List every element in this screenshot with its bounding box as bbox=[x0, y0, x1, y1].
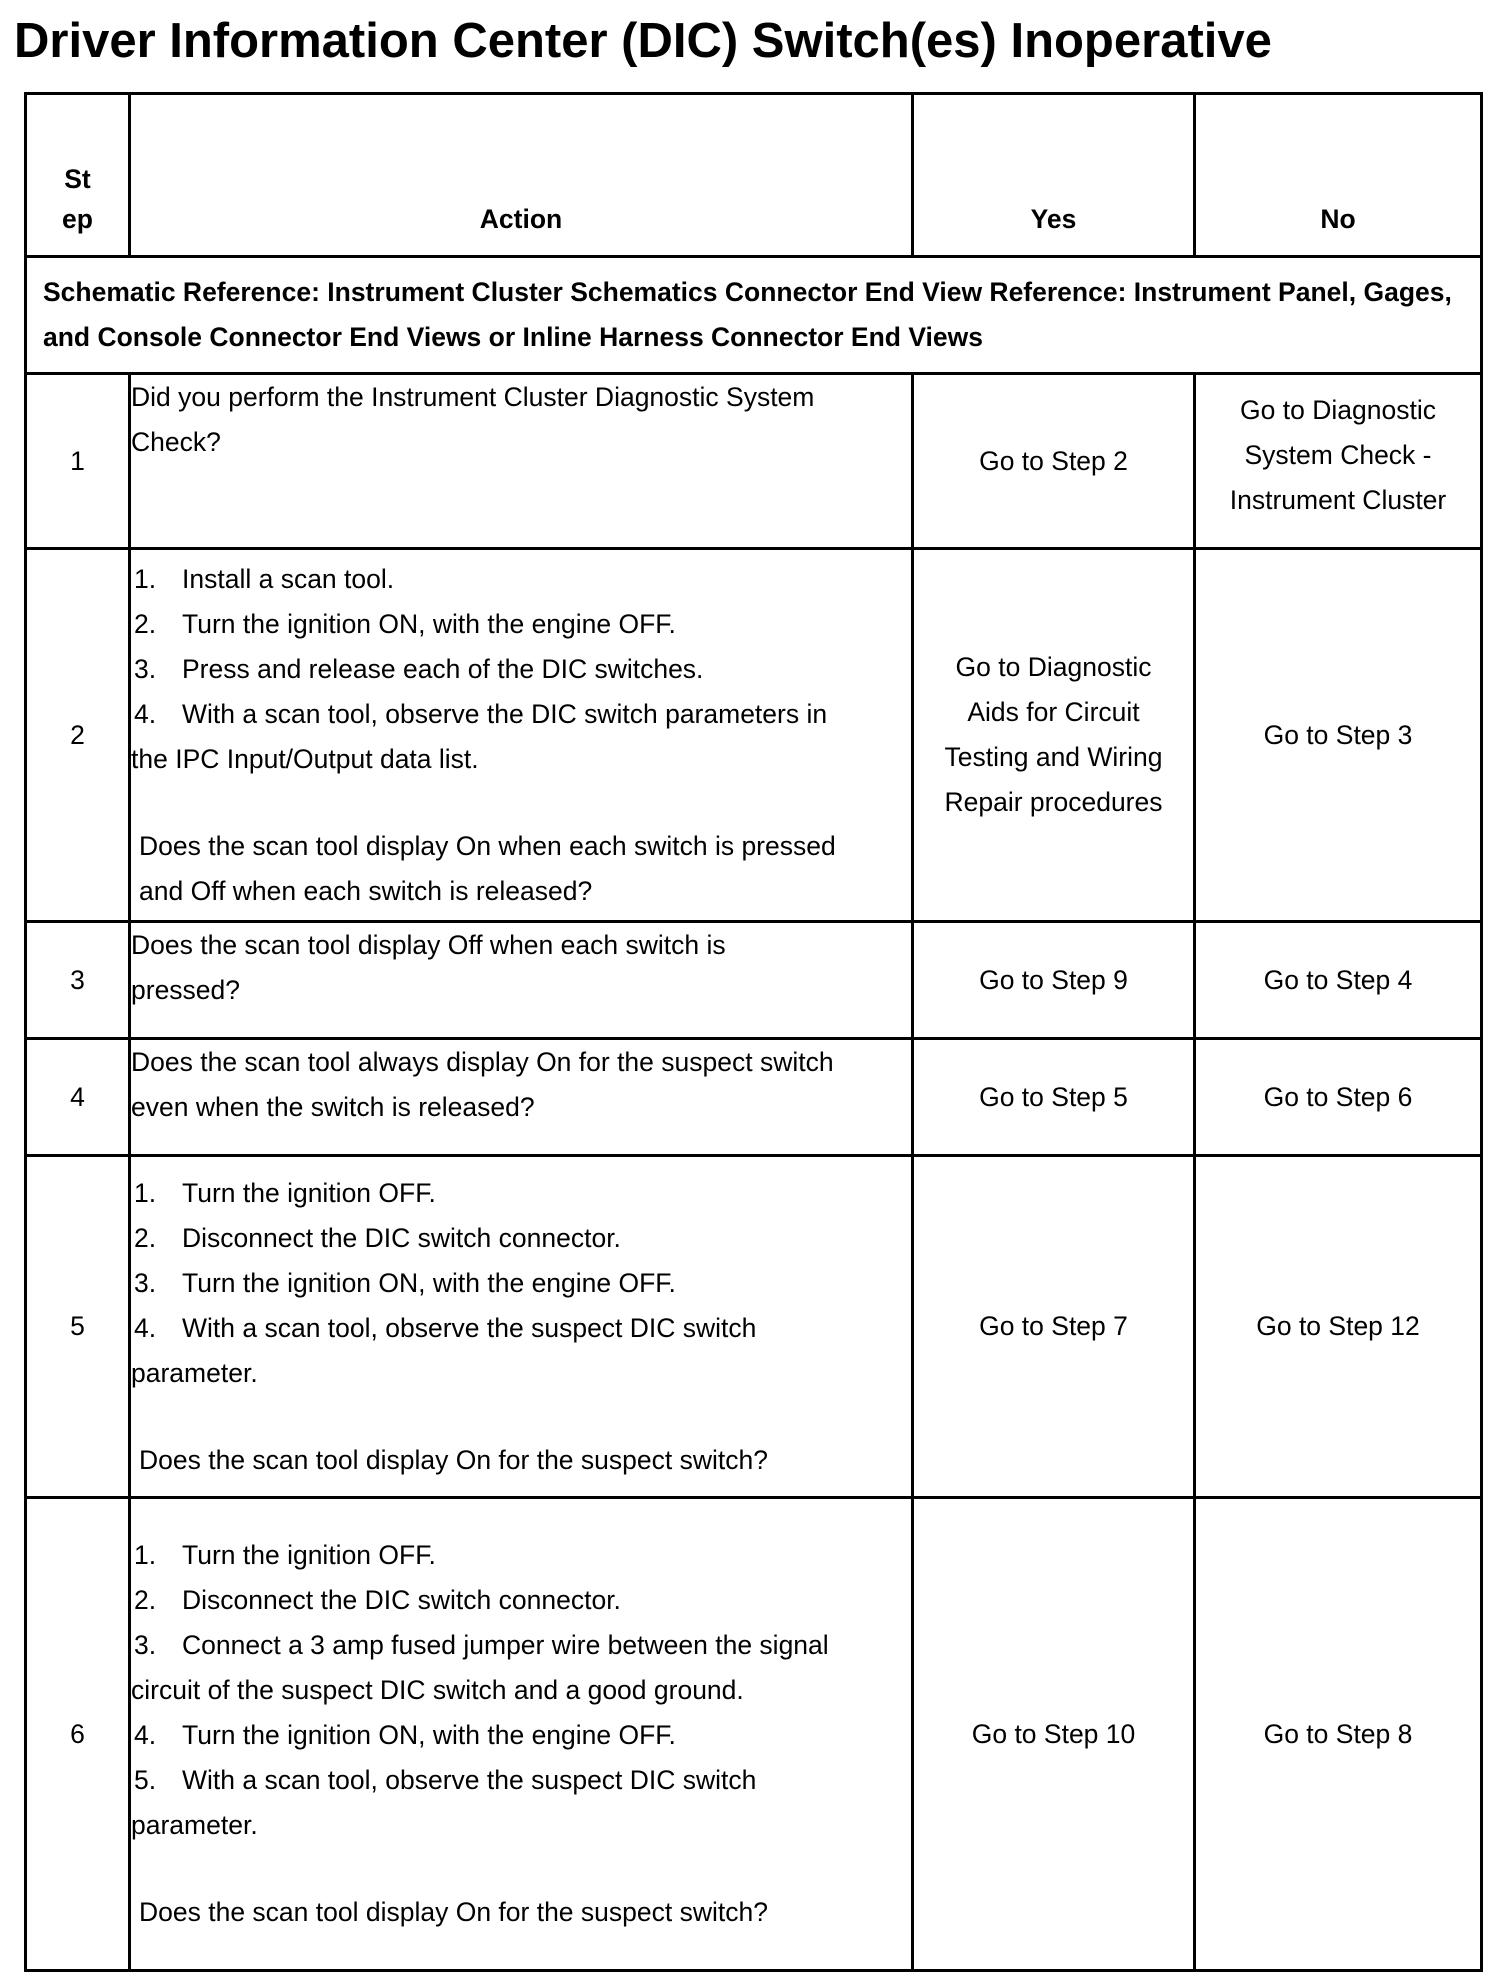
header-action: Action bbox=[130, 94, 913, 257]
procedure-item: 1. Turn the ignition OFF. bbox=[134, 1540, 436, 1570]
procedure-list bbox=[131, 557, 911, 782]
procedure-item: 3. Connect a 3 amp fused jumper wire between the signal circuit of the suspect DIC switch and a good ground. bbox=[131, 1630, 829, 1705]
action-cell bbox=[130, 922, 913, 1039]
page-title: Driver Information Center (DIC) Switch(es) Inoperative bbox=[14, 14, 1272, 68]
step-number: 3 bbox=[26, 922, 130, 1039]
reference-row bbox=[26, 257, 1482, 374]
procedure-item: 1. Turn the ignition OFF. bbox=[134, 1177, 436, 1208]
step-number: 2 bbox=[26, 549, 130, 922]
step-number: 4 bbox=[26, 1039, 130, 1156]
table-header-row bbox=[26, 94, 1482, 257]
action-cell bbox=[130, 549, 913, 922]
action-cell bbox=[130, 1156, 913, 1498]
action-question: Does the scan tool display On for the suspect switch? bbox=[139, 1897, 768, 1927]
no-cell: Go to Step 4 bbox=[1195, 922, 1482, 1039]
diagnostic-table bbox=[24, 92, 1483, 1972]
no-cell: Go to Step 12 bbox=[1195, 1156, 1482, 1498]
step-number: 6 bbox=[26, 1498, 130, 1971]
procedure-item: 4. With a scan tool, observe the suspect DIC switch parameter. bbox=[131, 1312, 757, 1388]
action-question: Did you perform the Instrument Cluster Diagnostic System Check? bbox=[131, 382, 815, 457]
yes-cell: Go to Step 2 bbox=[913, 374, 1195, 549]
no-cell: Go to Step 8 bbox=[1195, 1498, 1482, 1971]
procedure-item: 4. Turn the ignition ON, with the engine OFF. bbox=[134, 1720, 676, 1750]
procedure-item: 2. Turn the ignition ON, with the engine OFF. bbox=[134, 608, 676, 639]
step-number: 1 bbox=[26, 374, 130, 549]
table-row bbox=[26, 1039, 1482, 1156]
yes-cell: Go to Step 9 bbox=[913, 922, 1195, 1039]
procedure-item: 2. Disconnect the DIC switch connector. bbox=[134, 1585, 621, 1615]
header-yes: Yes bbox=[913, 94, 1195, 257]
action-question: Does the scan tool display Off when each switch is pressed? bbox=[131, 930, 726, 1005]
action-question: Does the scan tool always display On for the suspect switch even when the switch is released? bbox=[131, 1047, 834, 1122]
table-row bbox=[26, 549, 1482, 922]
yes-cell: Go to Step 7 bbox=[913, 1156, 1195, 1498]
table-row bbox=[26, 922, 1482, 1039]
procedure-item: 3. Turn the ignition ON, with the engine OFF. bbox=[134, 1267, 676, 1298]
no-cell: Go to Step 3 bbox=[1195, 549, 1482, 922]
action-cell bbox=[130, 374, 913, 549]
procedure-item: 3. Press and release each of the DIC switches. bbox=[134, 653, 704, 684]
action-cell bbox=[130, 1498, 913, 1971]
action-cell bbox=[130, 1039, 913, 1156]
procedure-list bbox=[131, 1171, 911, 1396]
yes-cell: Go to Step 10 bbox=[913, 1498, 1195, 1971]
header-no: No bbox=[1195, 94, 1482, 257]
action-question: Does the scan tool display On for the suspect switch? bbox=[139, 1444, 768, 1475]
yes-cell: Go to Diagnostic Aids for Circuit Testing and Wiring Repair procedures bbox=[913, 549, 1195, 922]
header-step: St ep bbox=[26, 94, 130, 257]
procedure-item: 5. With a scan tool, observe the suspect DIC switch parameter. bbox=[131, 1765, 757, 1840]
procedure-item: 1. Install a scan tool. bbox=[134, 563, 395, 594]
table-row bbox=[26, 1498, 1482, 1971]
no-cell: Go to Diagnostic System Check - Instrument Cluster bbox=[1195, 374, 1482, 549]
no-cell: Go to Step 6 bbox=[1195, 1039, 1482, 1156]
procedure-list bbox=[131, 1533, 911, 1848]
step-number: 5 bbox=[26, 1156, 130, 1498]
table-row bbox=[26, 1156, 1482, 1498]
procedure-item: 4. With a scan tool, observe the DIC switch parameters in the IPC Input/Output data list. bbox=[131, 698, 828, 774]
action-question: Does the scan tool display On when each switch is pressed and Off when each switch is released? bbox=[139, 830, 836, 906]
yes-cell: Go to Step 5 bbox=[913, 1039, 1195, 1156]
table-row bbox=[26, 374, 1482, 549]
schematic-reference: Schematic Reference: Instrument Cluster Schematics Connector End View Reference: Instrument Panel, Gages, and Console Connector End Views or Inline Harness Connector End Views bbox=[26, 257, 1482, 374]
procedure-item: 2. Disconnect the DIC switch connector. bbox=[134, 1222, 621, 1253]
